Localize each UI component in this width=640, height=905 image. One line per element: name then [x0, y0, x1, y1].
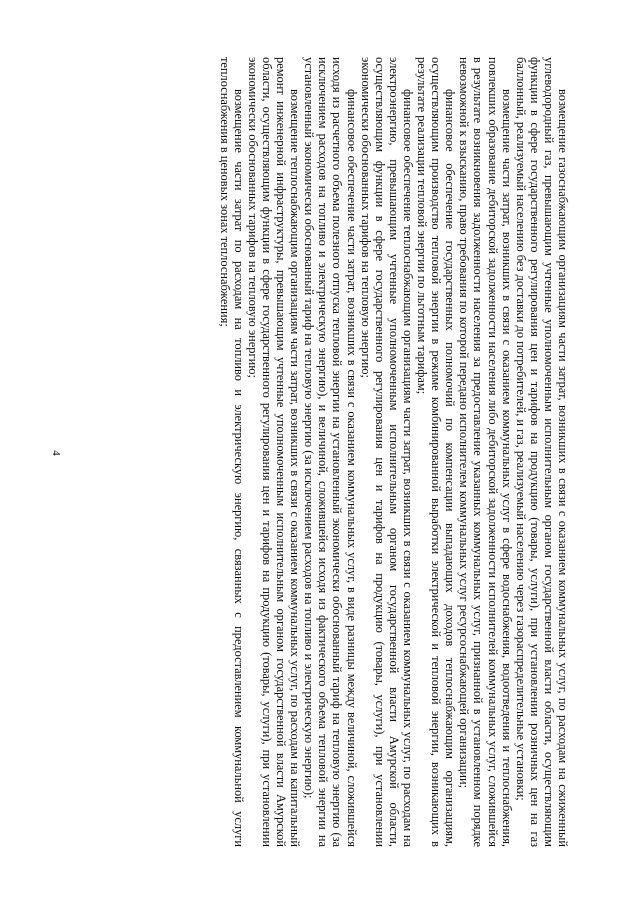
- page-number: 4: [49, 450, 62, 456]
- paragraph: возмещение части затрат, возникших в связи с оказанием коммунальных услуг в сфере водоснабжения, водоотведения и теплоснабжения, повлекших образование дебиторской задолженности населения либо дебиторской задолженности исполнителей коммунальных услуг, сложившейся в результате возникновения задолженности населения за предоставление указанных коммунальных услуг, признанной в установленном порядке невозможной к взысканию, право требования по которой передано исполнителем коммунальных услуг ресурсоснабжающей организации;: [457, 57, 514, 847]
- paragraph: финансовое обеспечение части затрат, возникших в связи с оказанием коммунальных услуг, в виде разницы между величиной, сложившейся исходя из расчетного объема полезного отпуска тепловой энергии на установленный экономически обоснованный тариф на тепловую энергию (за исключением расходов на топливо и электрическую энергию), и величиной, сложившейся исходя из фактического объема тепловой энергии на установленный экономически обоснованный тариф на тепловую энергию (за исключением расходов на топливо и электрическую энергию);: [302, 57, 359, 847]
- paragraph: возмещение теплоснабжающим организациям части затрат, возникших в связи с оказанием коммунальных услуг, по расходам на капитальный ремонт инженерной инфраструктуры, превышающим учтенные уполномоченным исполнительным органом государственной власти Амурской области, осуществляющим функции в сфере государственного регулирования цен и тарифов на продукцию (товары, услуги), при установлении экономически обоснованных тарифов на тепловую энергию;: [245, 57, 303, 847]
- paragraph: возмещение газоснабжающим организациям части затрат, возникших в связи с оказанием коммунальных услуг, по расходам на сжиженный углеводородный газ, превышающим учтенные уполномоченным исполнительным органом государственной власти области, осуществляющим функции в сфере государственного регулирования цен и тарифов на продукцию (товары, услуги), при установлении розничных цен на газ баллонный, реализуемый населению без доставки до потребителей, и газ, реализуемый населению через газораспределительные установки;: [513, 57, 570, 847]
- paragraph: финансовое обеспечение государственных полномочий по компенсации выпадающих доходов теплоснабжающим организациям, осуществляющим производство тепловой энергии в режиме комбинированной выработки электрической и тепловой энергии, возникающих в результате реализации тепловой энергии по льготным тарифам;: [415, 57, 458, 847]
- rotated-text-block: [120, 57, 570, 847]
- paragraph: финансовое обеспечение теплоснабжающим организациям части затрат, возникших в связи с оказанием коммунальных услуг, по расходам на электроэнергию, превышающим учтенные уполномоченным исполнительным органом государственной власти Амурской области, осуществляющим функции в сфере государственного регулирования цен и тарифов на продукцию (товары, услуги), при установлении экономически обоснованных тарифов на тепловую энергию;: [358, 57, 415, 847]
- paragraph: возмещение части затрат по расходам на топливо и электрическую энергию, связанных с предоставлением коммунальной услуги теплоснабжения в ценовых зонах теплоснабжения;: [217, 57, 246, 847]
- document-body: [120, 57, 570, 847]
